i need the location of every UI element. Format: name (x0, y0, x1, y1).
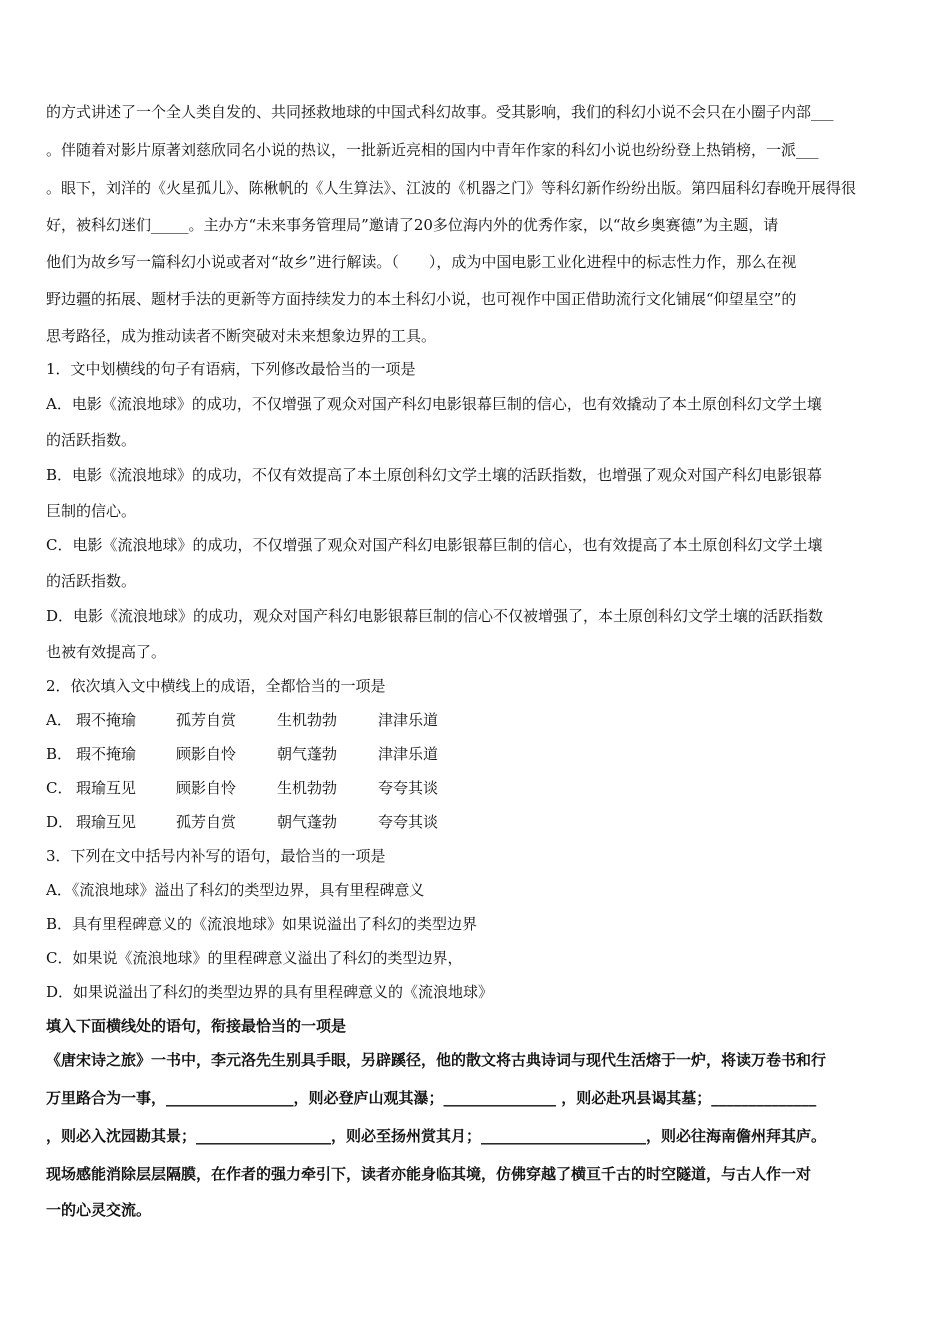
question-4-line: 现场感能消除层层隔膜，在作者的强力牵引下，读者亦能身临其境，仿佛穿越了横亘千古的时空隧道，与古人作一对 (46, 1165, 812, 1183)
idiom: 夸夸其谈 (378, 779, 439, 797)
question-2-option-a (46, 703, 906, 737)
question-4-line: ，则必入沈园勘其景；__________________，则必至扬州赏其月；______________________，则必往海南儋州拜其庐。 (46, 1127, 827, 1145)
passage-line: 野边疆的拓展、题材手法的更新等方面持续发力的本土科幻小说，也可视作中国正借助流行文化铺展“仰望星空”的 (46, 290, 797, 308)
question-3-option-b: B．具有里程碑意义的《流浪地球》如果说溢出了科幻的类型边界 (46, 915, 478, 933)
passage-line: 他们为故乡写一篇科幻小说或者对“故乡”进行解读。（ ），成为中国电影工业化进程中的标志性力作，那么在视 (46, 253, 797, 271)
passage-line: 。眼下，刘洋的《火星孤儿》、陈楸帆的《人生算法》、江波的《机器之门》等科幻新作纷纷出版。第四届科幻春晚开展得很 (46, 179, 857, 197)
question-4-line: 一的心灵交流。 (46, 1201, 152, 1219)
idiom: 瑕瑜互见 (76, 813, 137, 831)
question-3-option-c: C．如果说《流浪地球》的里程碑意义溢出了科幻的类型边界， (46, 949, 463, 967)
question-2-option-b (46, 737, 906, 771)
idiom: 朝气蓬勃 (277, 745, 338, 763)
question-1-option-b: B．电影《流浪地球》的成功，不仅有效提高了本土原创科幻文学土壤的活跃指数，也增强了观众对国产科幻电影银幕 (46, 466, 823, 484)
question-3-option-d: D．如果说溢出了科幻的类型边界的具有里程碑意义的《流浪地球》 (46, 983, 494, 1001)
passage-line: 好，被科幻迷们_____。主办方“未来事务管理局”邀请了20多位海内外的优秀作家，以“故乡奥赛德”为主题，请 (46, 216, 779, 234)
idiom: 瑕瑜互见 (76, 779, 137, 797)
question-4-stem: 填入下面横线处的语句，衔接最恰当的一项是 (46, 1017, 347, 1035)
question-3-stem: 3．下列在文中括号内补写的语句，最恰当的一项是 (46, 847, 386, 865)
question-4-line: 《唐宋诗之旅》一书中，李元洛先生别具手眼，另辟蹊径，他的散文将古典诗词与现代生活熔于一炉，将读万卷书和行 (46, 1051, 827, 1069)
question-4-line: 万里路合为一事，_________________，则必登庐山观其瀑；_______________ ，则必赴巩县谒其墓；______________ (46, 1089, 817, 1107)
passage-line: 思考路径，成为推动读者不断突破对未来想象边界的工具。 (46, 327, 437, 345)
question-1-stem: 1．文中划横线的句子有语病，下列修改最恰当的一项是 (46, 360, 416, 378)
idiom: 津津乐道 (378, 711, 439, 729)
question-1-option-b-cont: 巨制的信心。 (46, 502, 137, 520)
idiom: 生机勃勃 (277, 779, 338, 797)
idiom: 瑕不掩瑜 (76, 745, 137, 763)
question-1-option-c-cont: 的活跃指数。 (46, 572, 137, 590)
passage-line: 。伴随着对影片原著刘慈欣同名小说的热议，一批新近亮相的国内中青年作家的科幻小说也纷纷登上热销榜，一派___ (46, 141, 819, 159)
question-1-option-d-cont: 也被有效提高了。 (46, 643, 167, 661)
idiom: 顾影自怜 (176, 779, 237, 797)
question-2-option-d (46, 805, 906, 839)
idiom: 夸夸其谈 (378, 813, 439, 831)
idiom: 孤芳自赏 (176, 813, 237, 831)
question-1-option-d: D．电影《流浪地球》的成功，观众对国产科幻电影银幕巨制的信心不仅被增强了，本土原创科幻文学土壤的活跃指数 (46, 607, 824, 625)
question-1-option-a: A．电影《流浪地球》的成功，不仅增强了观众对国产科幻电影银幕巨制的信心，也有效撬动了本土原创科幻文学土壤 (46, 395, 822, 413)
option-label: A． (46, 711, 72, 729)
option-label: B． (46, 745, 73, 763)
idiom: 顾影自怜 (176, 745, 237, 763)
question-3-option-a: A．《流浪地球》溢出了科幻的类型边界，具有里程碑意义 (46, 881, 425, 899)
question-2-stem: 2．依次填入文中横线上的成语，全都恰当的一项是 (46, 677, 386, 695)
idiom: 孤芳自赏 (176, 711, 237, 729)
passage-line: 的方式讲述了一个全人类自发的、共同拯救地球的中国式科幻故事。受其影响，我们的科幻小说不会只在小圈子内部___ (46, 103, 834, 121)
question-2-option-c (46, 771, 906, 805)
option-label: D． (46, 813, 74, 831)
question-1-option-c: C．电影《流浪地球》的成功，不仅增强了观众对国产科幻电影银幕巨制的信心，也有效提高了本土原创科幻文学土壤 (46, 536, 823, 554)
idiom: 生机勃勃 (277, 711, 338, 729)
question-1-option-a-cont: 的活跃指数。 (46, 431, 137, 449)
idiom: 津津乐道 (378, 745, 439, 763)
idiom: 瑕不掩瑜 (76, 711, 137, 729)
option-label: C． (46, 779, 73, 797)
idiom: 朝气蓬勃 (277, 813, 338, 831)
